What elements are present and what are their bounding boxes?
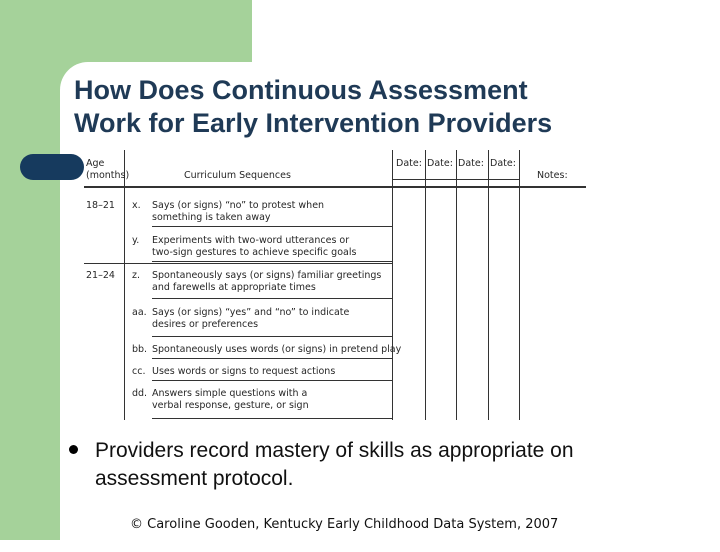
- table-header-divider: [84, 186, 586, 188]
- table-column-divider: [425, 150, 426, 420]
- row-code: aa.: [132, 307, 147, 318]
- row-skill-line: Answers simple questions with a: [152, 388, 308, 399]
- row-divider: [152, 336, 392, 337]
- row-skill-line: verbal response, gesture, or sign: [152, 400, 309, 411]
- row-code: z.: [132, 270, 141, 281]
- row-skill-line: Spontaneously says (or signs) familiar greetings: [152, 270, 382, 281]
- bullet-icon: [69, 445, 78, 454]
- age-group-divider: [84, 263, 392, 264]
- row-skill-line: desires or preferences: [152, 319, 259, 330]
- date-header: Date:: [490, 158, 516, 169]
- slide-title: [74, 74, 704, 140]
- row-age: 18–21: [86, 200, 115, 211]
- date-underline: [392, 179, 519, 180]
- row-skill-line: two-sign gestures to achieve specific goals: [152, 247, 357, 258]
- row-code: x.: [132, 200, 141, 211]
- table-column-divider: [392, 150, 393, 420]
- row-code: bb.: [132, 344, 148, 355]
- row-skill-line: Says (or signs) “no” to protest when: [152, 200, 325, 211]
- age-unit-header: (months): [86, 170, 130, 181]
- row-skill-line: Experiments with two-word utterances or: [152, 235, 350, 246]
- copyright-footer: © Caroline Gooden, Kentucky Early Childhood Data System, 2007: [130, 517, 559, 532]
- table-column-divider: [124, 150, 125, 420]
- age-header: Age: [86, 158, 105, 169]
- row-code: y.: [132, 235, 140, 246]
- table-column-divider: [488, 150, 489, 420]
- row-divider: [152, 226, 392, 227]
- row-age: 21–24: [86, 270, 115, 281]
- row-skill-line: Spontaneously uses words (or signs) in pretend play: [152, 344, 402, 355]
- row-divider: [152, 298, 392, 299]
- row-code: cc.: [132, 366, 146, 377]
- sequences-header: Curriculum Sequences: [184, 170, 291, 181]
- slide-title-line-1: How Does Continuous Assessment: [74, 75, 528, 105]
- row-skill-line: and farewells at appropriate times: [152, 282, 316, 293]
- row-code: dd.: [132, 388, 148, 399]
- row-divider: [152, 418, 392, 419]
- row-skill-line: Says (or signs) “yes” and “no” to indicate: [152, 307, 350, 318]
- table-column-divider: [519, 150, 520, 420]
- decorative-pill: [20, 154, 84, 180]
- date-header: Date:: [458, 158, 484, 169]
- slide-title-line-2: Work for Early Intervention Providers: [74, 108, 553, 138]
- date-header: Date:: [427, 158, 453, 169]
- decorative-green-strip: [0, 126, 60, 540]
- notes-header: Notes:: [537, 170, 568, 181]
- bullet-text: Providers record mastery of skills as appropriate on assessment protocol.: [95, 439, 574, 490]
- table-column-divider: [456, 150, 457, 420]
- row-divider: [152, 380, 392, 381]
- row-skill-line: something is taken away: [152, 212, 271, 223]
- row-divider: [152, 261, 392, 262]
- row-skill-line: Uses words or signs to request actions: [152, 366, 336, 377]
- row-divider: [152, 358, 392, 359]
- date-header: Date:: [396, 158, 422, 169]
- assessment-protocol-table: [84, 150, 586, 420]
